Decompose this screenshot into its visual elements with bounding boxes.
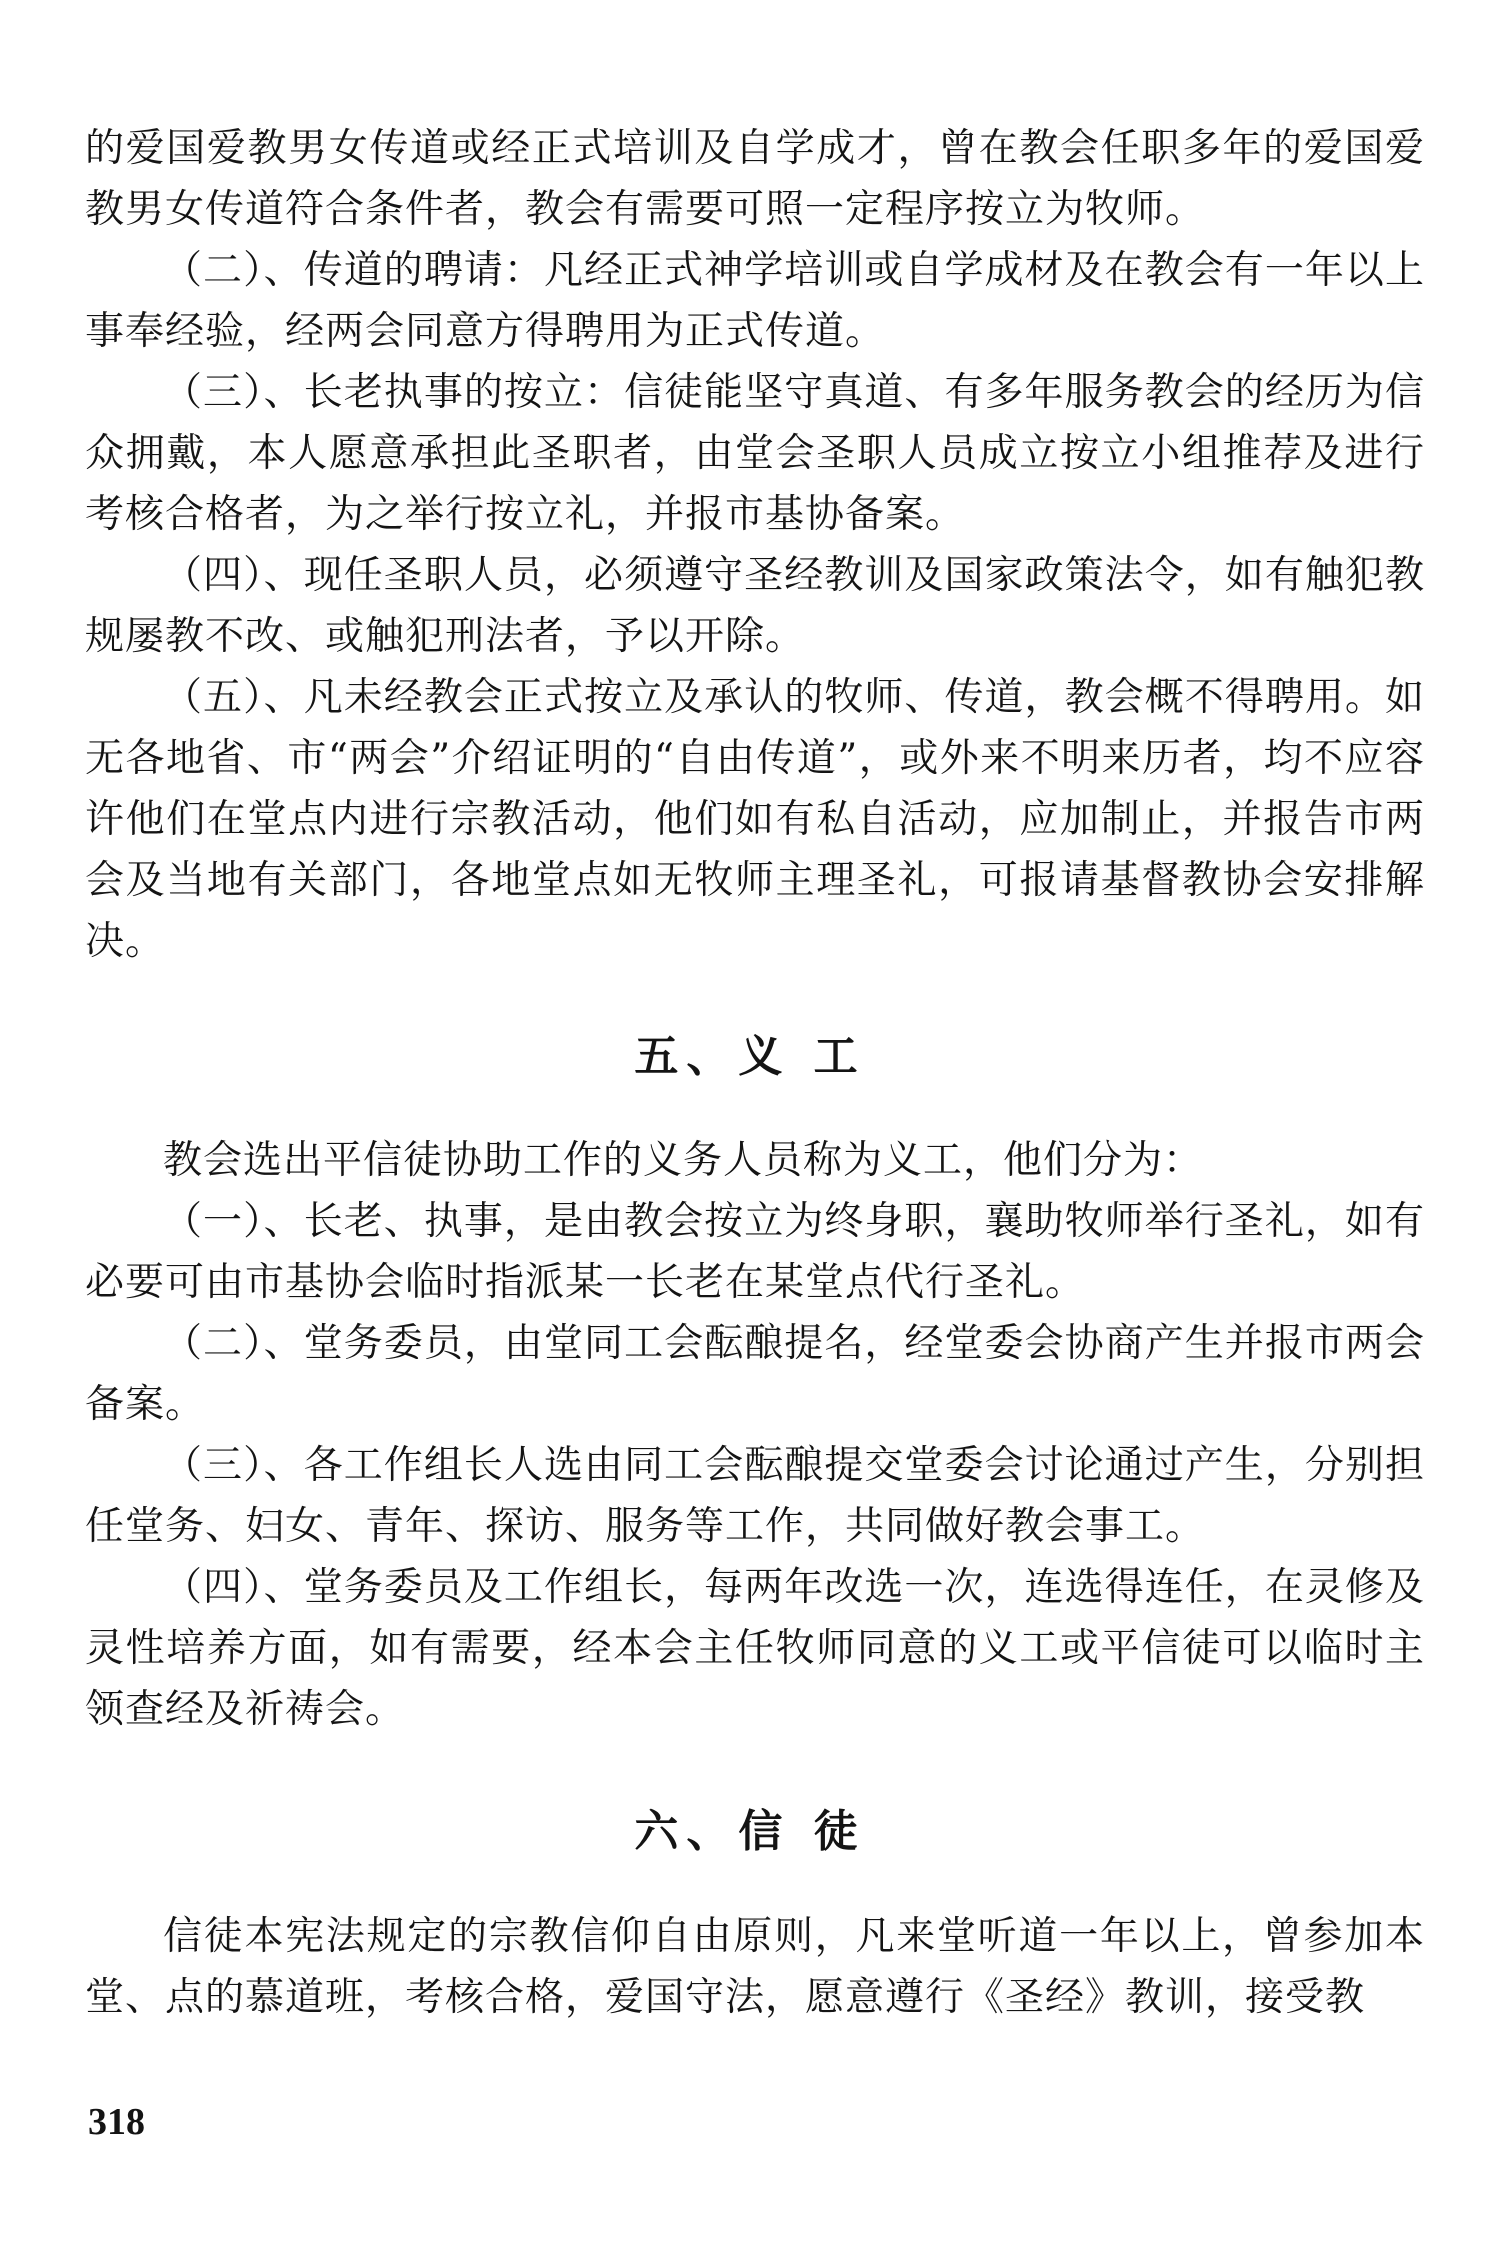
paragraph-believers: 信徒本宪法规定的宗教信仰自由原则，凡来堂听道一年以上，曾参加本堂、点的慕道班，考核合格，爱国守法，愿意遵行《圣经》教训，接受教 (85, 1914, 1425, 2020)
paragraph-term-of-office: （四）、堂务委员及工作组长，每两年改选一次，连选得连任，在灵修及灵性培养方面，如有需要，经本会主任牧师同意的义工或平信徒可以临时主领查经及祈祷会。 (85, 1565, 1425, 1732)
section5-heading: 五、义 工 (634, 1031, 866, 1082)
paragraph-elders-deacons: （一）、长老、执事，是由教会按立为终身职，襄助牧师举行圣礼，如有必要可由市基协会临时指派某一长老在某堂点代行圣礼。 (85, 1199, 1425, 1305)
section6-body (85, 1906, 1425, 2028)
page-number: 318 (88, 2101, 145, 2143)
section5-body (85, 1130, 1425, 1740)
paragraph-elder-deacon-ordination: （三）、长老执事的按立：信徒能坚守真道、有多年服务教会的经历为信众拥戴，本人愿意承担此圣职者，由堂会圣职人员成立按立小组推荐及进行考核合格者，为之举行按立礼，并报市基协备案。 (85, 370, 1425, 537)
paragraph-clergy-discipline: （四）、现任圣职人员，必须遵守圣经教训及国家政策法令，如有触犯教规屡教不改、或触犯刑法者，予以开除。 (85, 553, 1425, 659)
paragraph-church-committee: （二）、堂务委员，由堂同工会酝酿提名，经堂委会协商产生并报市两会备案。 (85, 1321, 1425, 1427)
section6-heading: 六、信 徒 (634, 1806, 866, 1857)
section4-continued-body (85, 118, 1425, 972)
paragraph-ordination-continuation: 的爱国爱教男女传道或经正式培训及自学成才，曾在教会任职多年的爱国爱教男女传道符合条件者，教会有需要可照一定程序按立为牧师。 (85, 126, 1425, 232)
paragraph-preacher-hiring: （二）、传道的聘请：凡经正式神学培训或自学成材及在教会有一年以上事奉经验，经两会同意方得聘用为正式传道。 (85, 248, 1425, 354)
paragraph-volunteers-intro: 教会选出平信徒协助工作的义务人员称为义工，他们分为： (163, 1138, 1204, 1183)
paragraph-unordained-clergy: （五）、凡未经教会正式按立及承认的牧师、传道，教会概不得聘用。如无各地省、市“两会”介绍证明的“自由传道”，或外来不明来历者，均不应容许他们在堂点内进行宗教活动，他们如有私自活动，应加制止，并报告市两会及当地有关部门，各地堂点如无牧师主理圣礼，可报请基督教协会安排解决。 (85, 675, 1425, 964)
paragraph-work-group-leaders: （三）、各工作组长人选由同工会酝酿提交堂委会讨论通过产生，分别担任堂务、妇女、青年、探访、服务等工作，共同做好教会事工。 (85, 1443, 1425, 1549)
